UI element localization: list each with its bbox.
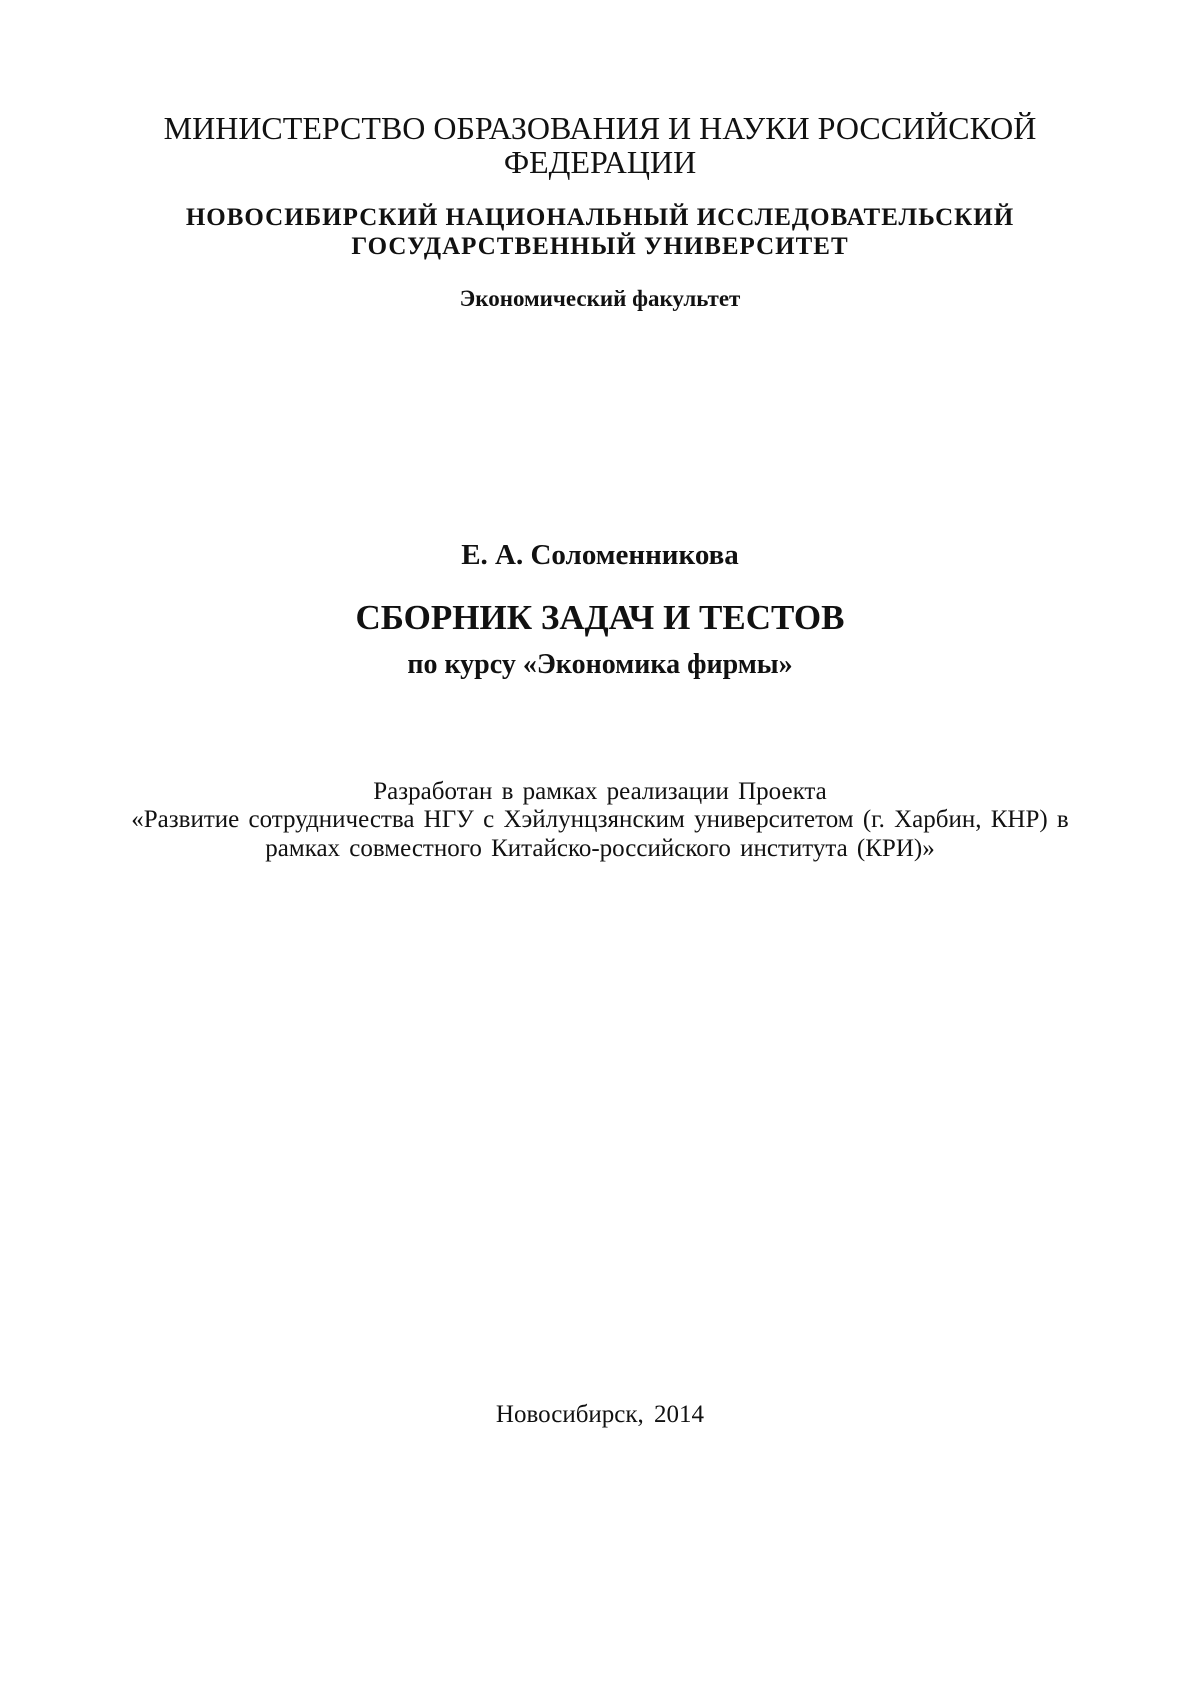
city-year: Новосибирск, 2014 xyxy=(495,1401,705,1428)
book-subtitle: по курсу «Экономика фирмы» xyxy=(407,649,793,680)
book-title: СБОРНИК ЗАДАЧ И ТЕСТОВ xyxy=(355,598,845,637)
university-line-2: ГОСУДАРСТВЕННЫЙ УНИВЕРСИТЕТ xyxy=(351,233,849,260)
project-line-1: Разработан в рамках реализации Проекта xyxy=(373,778,827,805)
ministry-line-2: ФЕДЕРАЦИИ xyxy=(503,144,697,180)
project-line-3: рамках совместного Китайско-российского института (КРИ)» xyxy=(265,835,935,862)
university-line-1: НОВОСИБИРСКИЙ НАЦИОНАЛЬНЫЙ ИССЛЕДОВАТЕЛЬСКИЙ xyxy=(185,204,1015,231)
faculty-name: Экономический факультет xyxy=(459,286,741,311)
ministry-line-1: МИНИСТЕРСТВО ОБРАЗОВАНИЯ И НАУКИ РОССИЙСКОЙ xyxy=(163,110,1037,146)
author-name: Е. А. Соломенникова xyxy=(461,539,739,571)
project-line-2: «Развитие сотрудничества НГУ с Хэйлунцзянским университетом (г. Харбин, КНР) в xyxy=(131,806,1069,833)
